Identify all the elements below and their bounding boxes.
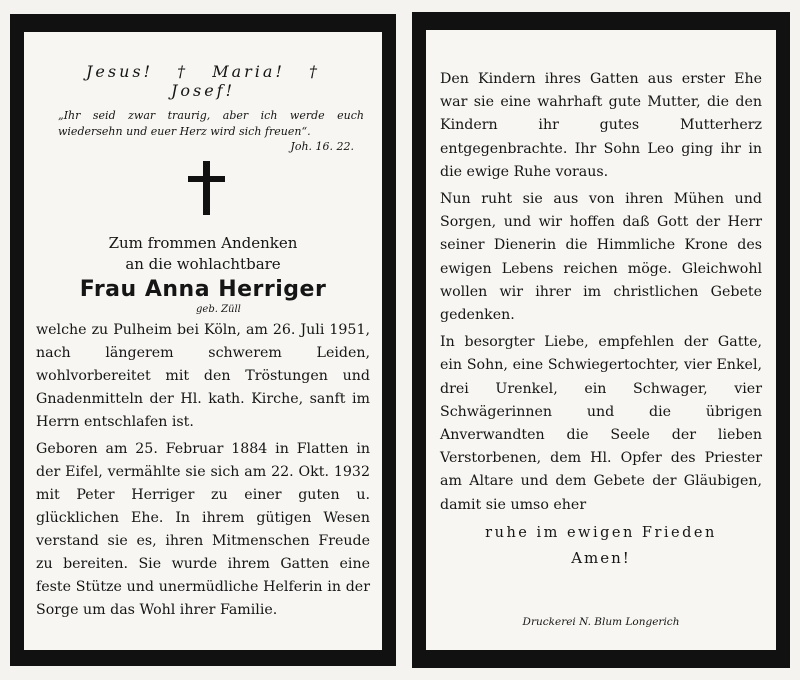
memorial-line-1: Zum frommen Andenken [108, 234, 298, 252]
life-paragraph: Geboren am 25. Februar 1884 in Flatten in der Eifel, vermählte sie sich am 22. Okt. 1932 mit Peter Herriger zu einer guten u. glücklichen Ehe. In ihrem gütigen Wesen verstand sie es, ihren Mitmenschen Freude zu bereiten. Sie wurde ihrem Gatten eine feste Stütze und unermüdliche Helferin in der Sorge um das Wohl ihrer Familie. [36, 441, 370, 618]
invocation-josef: Josef! [170, 81, 236, 100]
memorial-heading [36, 233, 370, 275]
printer-imprint: Druckerei N. Blum Longerich [522, 616, 680, 628]
card-left-paper [24, 32, 382, 650]
closing-line: ruhe im ewigen Frieden [485, 524, 717, 541]
bible-verse: „Ihr seid zwar traurig, aber ich werde euch wiedersehn und euer Herz wird sich freuen“. [58, 109, 364, 138]
memorial-line-2: an die wohlachtbare [125, 255, 281, 273]
death-paragraph: welche zu Pulheim bei Köln, am 26. Juli 1951, nach längerem schwerem Leiden, wohlvorbereitet mit den Tröstungen und Gnadenmitteln der Hl. kath. Kirche, sanft im Herrn entschlafen ist. [36, 322, 370, 430]
invocation-line [36, 62, 370, 100]
amen-line: Amen! [571, 548, 631, 567]
deceased-name: Frau Anna Herriger [79, 277, 327, 302]
invocation-maria: Maria! [212, 62, 285, 81]
card-right-paper [426, 30, 776, 650]
invocation-jesus: Jesus! [86, 62, 154, 81]
memorial-card-right [412, 12, 790, 668]
children-paragraph: Den Kindern ihres Gatten aus erster Ehe war sie eine wahrhaft gute Mutter, die den Kindern ihr gutes Mutterherz entgegenbrachte. Ihr Sohn Leo ging ihr in die ewige Ruhe voraus. [440, 71, 762, 180]
birth-name: geb. Züll [196, 304, 241, 315]
invocation-cross-2: † [308, 62, 320, 81]
bible-verse-reference: Joh. 16. 22. [290, 140, 354, 153]
cross-icon [36, 161, 370, 223]
memorial-card-left [10, 14, 396, 666]
rest-paragraph: Nun ruht sie aus von ihren Mühen und Sorgen, und wir hoffen daß Gott der Herr seiner Dienerin die Himmliche Krone des ewigen Lebens reichen möge. Gleichwohl wollen wir ihrer im christlichen Gebete gedenken. [440, 191, 762, 324]
invocation-cross-1: † [177, 62, 189, 81]
mourners-paragraph: In besorgter Liebe, empfehlen der Gatte, ein Sohn, eine Schwiegertochter, vier Enkel, drei Urenkel, ein Schwager, vier Schwägerinnen und die übrigen Anverwandten die Seele der lieben Verstorbenen, dem Hl. Opfer des Priester am Altare und dem Gebete der Gläubigen, damit sie umso eher [440, 334, 762, 513]
